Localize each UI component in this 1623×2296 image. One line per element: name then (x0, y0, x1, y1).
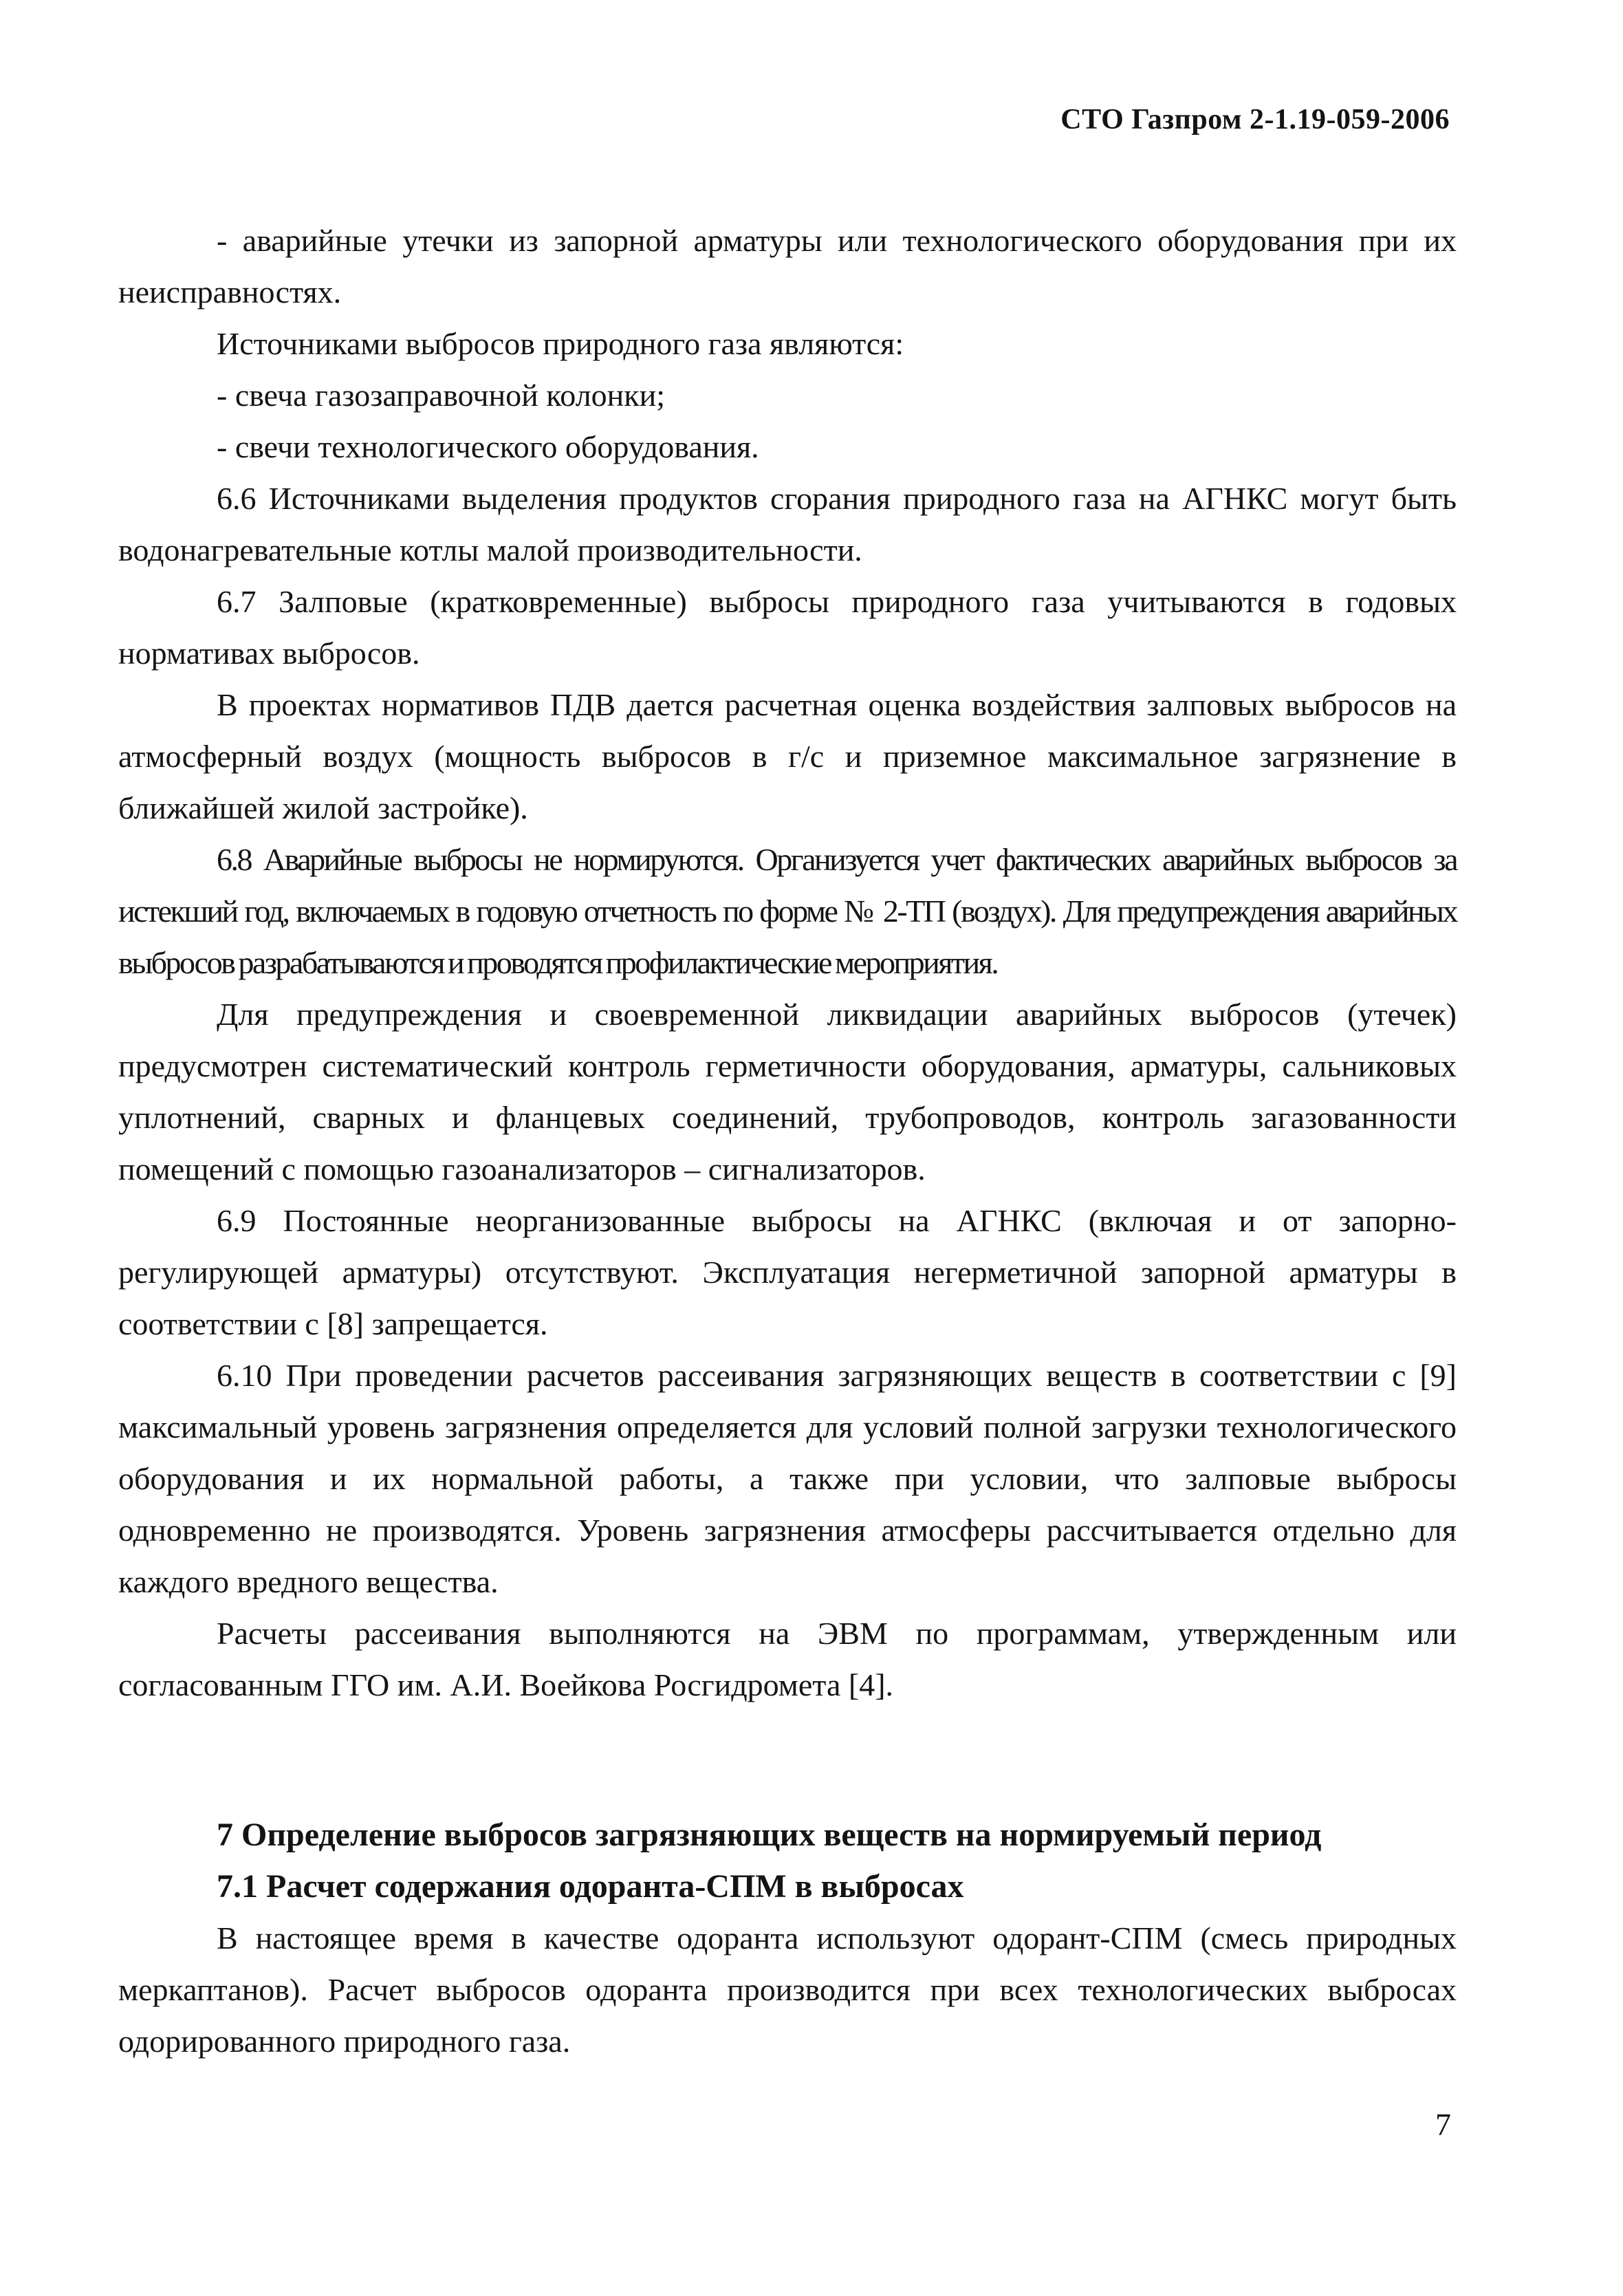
paragraph-6-10: 6.10 При проведении расчетов рассеивания загрязняющих веществ в соответствии с [9] максимальный уровень загрязнения определяется для условий полной загрузки технологического оборудования и их нормальной работы, а также при условии, что залповые выбросы одновременно не производятся. Уровень загрязнения атмосферы рассчитывается отдельно для каждого вредного вещества. (118, 1358, 1457, 1599)
paragraph-7-1: В настоящее время в качестве одоранта используют одорант-СПМ (смесь природных меркаптанов). Расчет выбросов одоранта производится при всех технологических выбросах одорированного природного газа. (118, 1920, 1457, 2059)
page-number: 7 (1435, 2107, 1451, 2142)
page-body (118, 215, 1457, 2067)
document-header: СТО Газпром 2-1.19-059-2006 (1060, 104, 1450, 136)
paragraph-list-item-candle-equipment: - свечи технологического оборудования. (217, 429, 759, 464)
paragraph-dispersion-calculations: Расчеты рассеивания выполняются на ЭВМ по программам, утвержденным или согласованным ГГО им. А.И. Воейкова Росгидромета [4]. (118, 1616, 1457, 1702)
paragraph-emission-sources-intro: Источниками выбросов природного газа являются: (217, 326, 904, 361)
paragraph-list-item-candle-column: - свеча газозаправочной колонки; (217, 378, 666, 413)
paragraph-6-9: 6.9 Постоянные неорганизованные выбросы на АГНКС (включая и от запорно-регулирующей арматуры) отсутствуют. Эксплуатация негерметичной запорной арматуры в соответствии с [8] запрещается. (118, 1203, 1457, 1341)
paragraph-leak-list-item: - аварийные утечки из запорной арматуры или технологического оборудования при их неисправностях. (118, 223, 1457, 310)
paragraph-6-6: 6.6 Источниками выделения продуктов сгорания природного газа на АГНКС могут быть водонагревательные котлы малой производительности. (118, 481, 1457, 567)
section-7-heading: 7 Определение выбросов загрязняющих веществ на нормируемый период (217, 1817, 1322, 1853)
paragraph-6-7: 6.7 Залповые (кратковременные) выбросы природного газа учитываются в годовых нормативах выбросов. (118, 584, 1457, 671)
paragraph-pdv-projects: В проектах нормативов ПДВ дается расчетная оценка воздействия залповых выбросов на атмосферный воздух (мощность выбросов в г/с и приземное максимальное загрязнение в ближайшей жилой застройке). (118, 687, 1457, 825)
paragraph-leak-prevention: Для предупреждения и своевременной ликвидации аварийных выбросов (утечек) предусмотрен систематический контроль герметичности оборудования, арматуры, сальниковых уплотнений, сварных и фланцевых соединений, трубопроводов, контроль загазованности помещений с помощью газоанализаторов – сигнализаторов. (118, 997, 1457, 1187)
paragraph-6-8: 6.8 Аварийные выбросы не нормируются. Организуется учет фактических аварийных выбросов за истекший год, включаемых в годовую отчетность по форме № 2-ТП (воздух). Для предупреждения аварийных выбросов разрабатываются и проводятся профилактические мероприятия. (118, 842, 1457, 980)
section-7-1-heading: 7.1 Расчет содержания одоранта-СПМ в выбросах (217, 1868, 964, 1905)
